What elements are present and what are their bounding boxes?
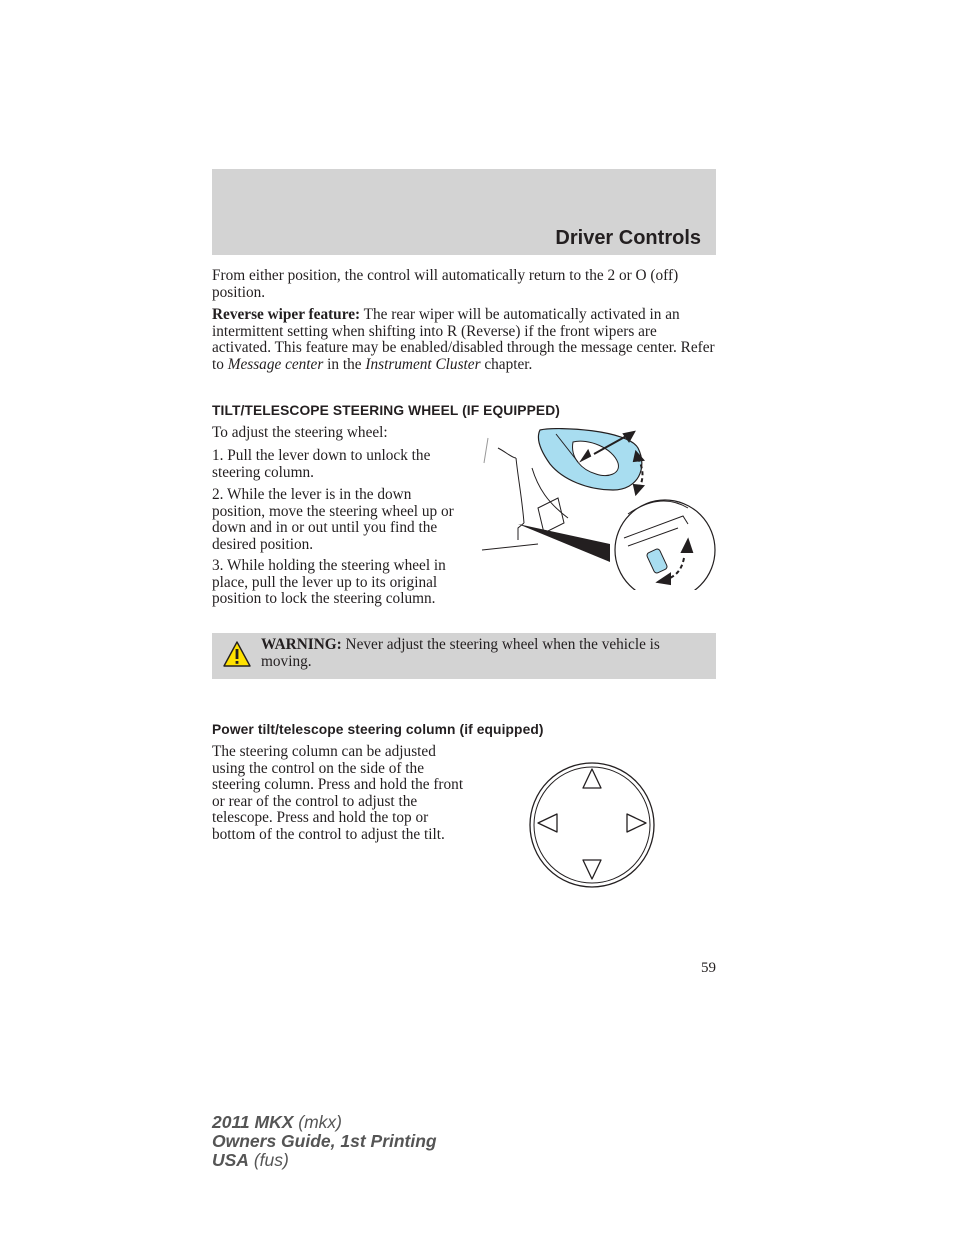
reverse-wiper-text-1: The rear wiper will be automatically activated in an intermittent setting when shifting into R (Reverse) if the front wipers are activated. This feature may be enabled/disabled through the message center. Refer to <box>212 306 715 373</box>
reverse-wiper-label: Reverse wiper feature: <box>212 306 361 323</box>
tilt-step-3: 3. While holding the steering wheel in place, pull the lever up to its original position to lock the steering column. <box>212 557 446 607</box>
steering-wheel-illustration <box>478 428 720 590</box>
footer-model: 2011 MKX <box>212 1112 294 1132</box>
page-number: 59 <box>701 960 716 976</box>
warning-text <box>261 637 707 670</box>
warning-triangle-icon <box>222 640 252 668</box>
footer-region-code: (fus) <box>248 1150 289 1170</box>
chapter-title: Driver Controls <box>555 227 701 249</box>
power-tilt-control-illustration <box>526 760 658 890</box>
tilt-step-1: 1. Pull the lever down to unlock the steering column. <box>212 447 431 481</box>
footer-region: USA <box>212 1150 249 1170</box>
power-section-heading: Power tilt/telescope steering column (if equipped) <box>212 722 544 737</box>
intro-paragraph: From either position, the control will automatically return to the 2 or O (off) position. <box>212 267 679 301</box>
message-center-link: Message center <box>227 355 324 373</box>
footer-guide: Owners Guide, 1st Printing <box>212 1131 437 1151</box>
instrument-cluster-link: Instrument Cluster <box>365 355 481 373</box>
footer-model-code: (mkx) <box>293 1112 342 1132</box>
chapter-header-band <box>212 169 716 255</box>
reverse-wiper-paragraph <box>212 307 716 373</box>
warning-label: WARNING: <box>261 636 342 653</box>
reverse-wiper-text-2: in the <box>323 355 366 373</box>
tilt-section-heading: TILT/TELESCOPE STEERING WHEEL (IF EQUIPPED) <box>212 403 560 418</box>
footer <box>212 1113 437 1170</box>
tilt-intro: To adjust the steering wheel: <box>212 424 388 441</box>
reverse-wiper-text-3: chapter. <box>480 355 533 373</box>
warning-box <box>212 633 716 679</box>
warning-message: Never adjust the steering wheel when the vehicle is moving. <box>261 636 660 670</box>
tilt-step-2: 2. While the lever is in the down position, move the steering wheel up or down and in or out until you find the desired position. <box>212 486 454 553</box>
power-section-paragraph: The steering column can be adjusted using the control on the side of the steering column. Press and hold the front or rear of the control to adjust the telescope. Press and hold the top or bottom of the control to adjust the tilt. <box>212 743 464 843</box>
